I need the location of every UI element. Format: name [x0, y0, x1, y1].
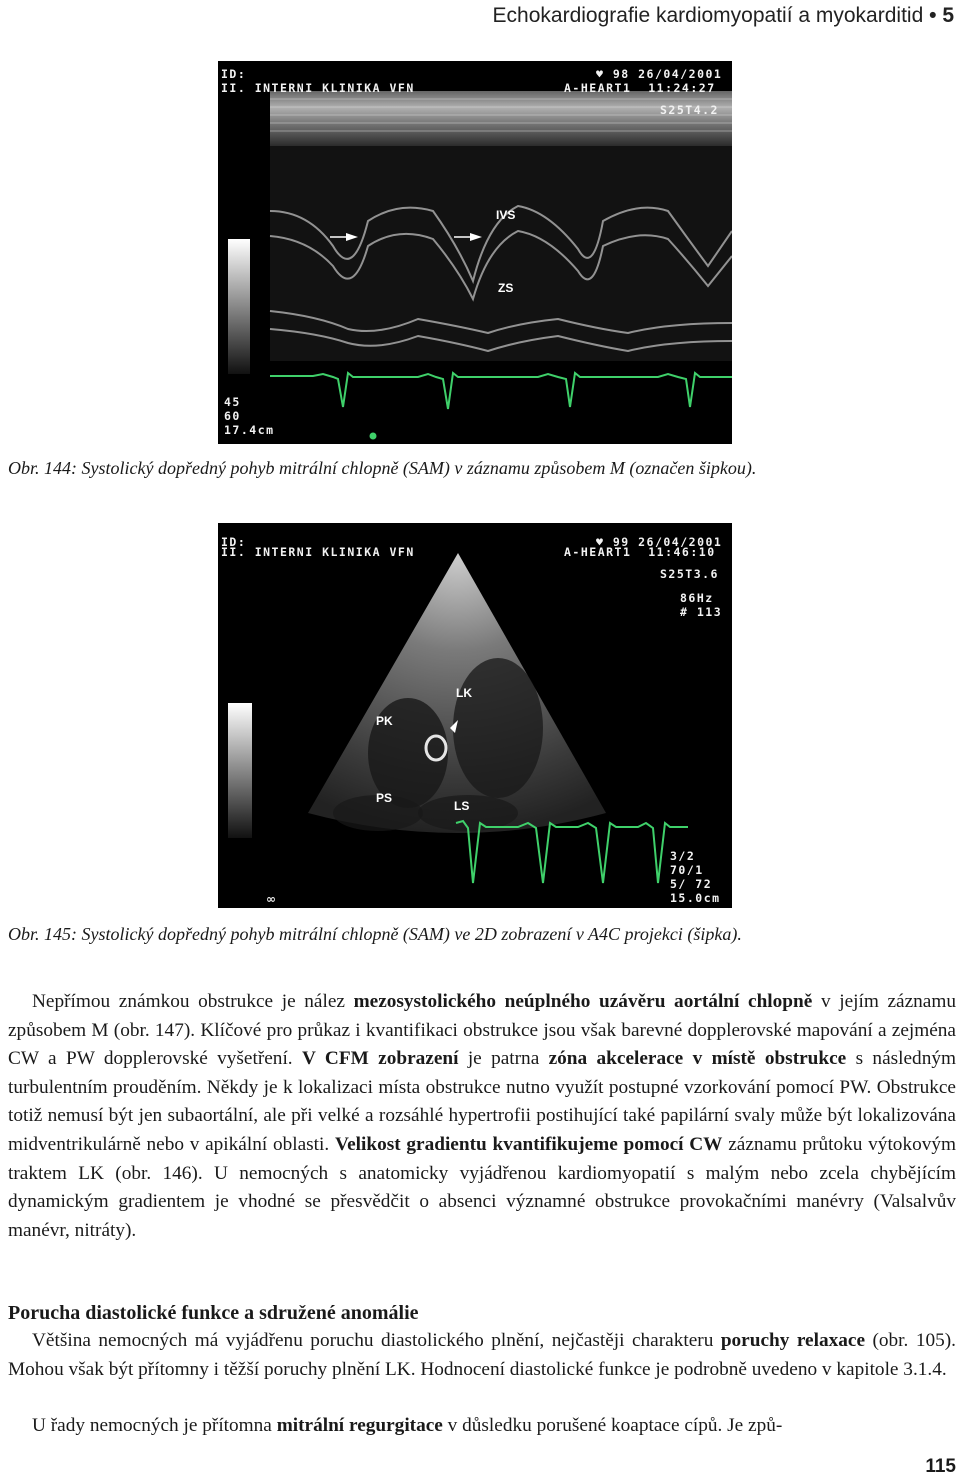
mmode-echo-image: [218, 61, 732, 444]
grayscale-bar: [228, 703, 252, 838]
label-ivs: IVS: [496, 208, 516, 222]
ecg-marker-dot: [370, 433, 377, 440]
label-ls: LS: [454, 799, 470, 813]
preset-label: S25T3.6: [660, 567, 719, 581]
bold-term: mitrální regurgitace: [276, 1415, 443, 1436]
mmode-graphic: [218, 61, 732, 444]
header-title: Echokardiografie kardiomyopatií a myokarditid: [492, 4, 924, 27]
preset-label: S25T4.2: [660, 103, 719, 117]
paragraph-obstruction: Nepřímou známkou obstrukce je nález mezosystolického neúplného uzávěru aortální chlopně v jejím záznamu způsobem M (obr. 147). Klíčové pro průkaz i kvantifikaci obstrukce jsou však barevné dopplerovské mapování a zejména CW a PW dopplerovské vyšetření. V CFM zobrazení je patrna zóna akcelerace v místě obstrukce s následným turbulentním prouděním. Někdy je k lokalizaci místa obstrukce nutno využít postupné vzorkování pomocí PW. Obstrukce totiž nemusí být jen subaortální, ale při velké a rozsáhlé hypertrofii postihující také papilární svaly může být lokalizována midventrikulárně nebo v apikální oblasti. Velikost gradientu kvantifikujeme pomocí CW záznamu průtoku výtokovým traktem LK (obr. 146). U nemocných s anatomicky vyjádřenou kardiomyopatií s malým nebo zcela chybějícím dynamickým gradientem je vhodné se přesvědčit o absenci významné obstrukce provokačními manévry (Valsalvův manévr, nitráty).: [8, 991, 957, 1241]
figure1-caption: Obr. 144: Systolický dopředný pohyb mitrální chlopně (SAM) v záznamu způsobem M (označen šipkou).: [8, 458, 757, 478]
a4c-echo-image: [218, 523, 732, 908]
bold-term: Velikost gradientu kvantifikujeme pomocí CW: [334, 1133, 723, 1155]
bold-term: mezosystolického neúplného uzávěru aortální chlopně: [353, 991, 813, 1012]
header-chapter: 5: [942, 4, 954, 27]
clinic-label: II. INTERNI KLINIKA VFN: [221, 81, 415, 95]
a4c-graphic: [218, 523, 732, 908]
grayscale-bar: [228, 239, 250, 374]
frequency-label: 86Hz # 113: [680, 591, 723, 619]
heart-date-label: ♥ 98 26/04/2001: [596, 67, 723, 81]
id-label: ID:: [221, 67, 247, 81]
running-header: [493, 4, 954, 28]
label-ps: PS: [376, 791, 393, 805]
label-lk: LK: [456, 686, 472, 700]
link-icon: ∞: [266, 892, 276, 906]
paragraph-diastolic: Většina nemocných má vyjádřenu poruchu diastolického plnění, nejčastěji charakteru poruchy relaxace (obr. 105). Mohou však být přítomny i těžší poruchy plnění LK. Hodnocení diastolické funkce je podrobně uvedeno v kapitole 3.1.4.: [8, 1330, 956, 1380]
section-heading: Porucha diastolické funkce a sdružené anomálie: [8, 1302, 419, 1324]
depth-params: 45 60 17.4cm: [224, 395, 275, 437]
bold-term: poruchy relaxace: [720, 1330, 866, 1351]
heart-date-label: ♥ 99 26/04/2001: [596, 535, 723, 549]
bold-term: zóna akcelerace v místě obstrukce: [548, 1048, 847, 1070]
clinic-label: II. INTERNI KLINIKA VFN: [221, 545, 415, 559]
bold-term: V CFM zobrazení: [301, 1048, 459, 1070]
label-pk: PK: [376, 714, 393, 728]
probe-time-label: A-HEART1 11:46:10: [564, 545, 716, 559]
page-number: 115: [925, 1456, 956, 1477]
header-bullet: •: [929, 4, 937, 27]
label-zs: ZS: [498, 281, 514, 295]
probe-time-label: A-HEART1 11:24:27: [564, 81, 716, 95]
ecg-trace: [270, 373, 732, 409]
paragraph-mitral: U řady nemocných je přítomna mitrální regurgitace v důsledku porušené koaptace cípů. Je způ-: [32, 1415, 783, 1436]
id-label: ID:: [221, 535, 247, 549]
depth-params: 3/2 70/1 5/ 72 15.0cm: [670, 849, 721, 905]
figure2-caption: Obr. 145: Systolický dopředný pohyb mitrální chlopně (SAM) ve 2D zobrazení v A4C projekci (šipka).: [8, 924, 742, 944]
